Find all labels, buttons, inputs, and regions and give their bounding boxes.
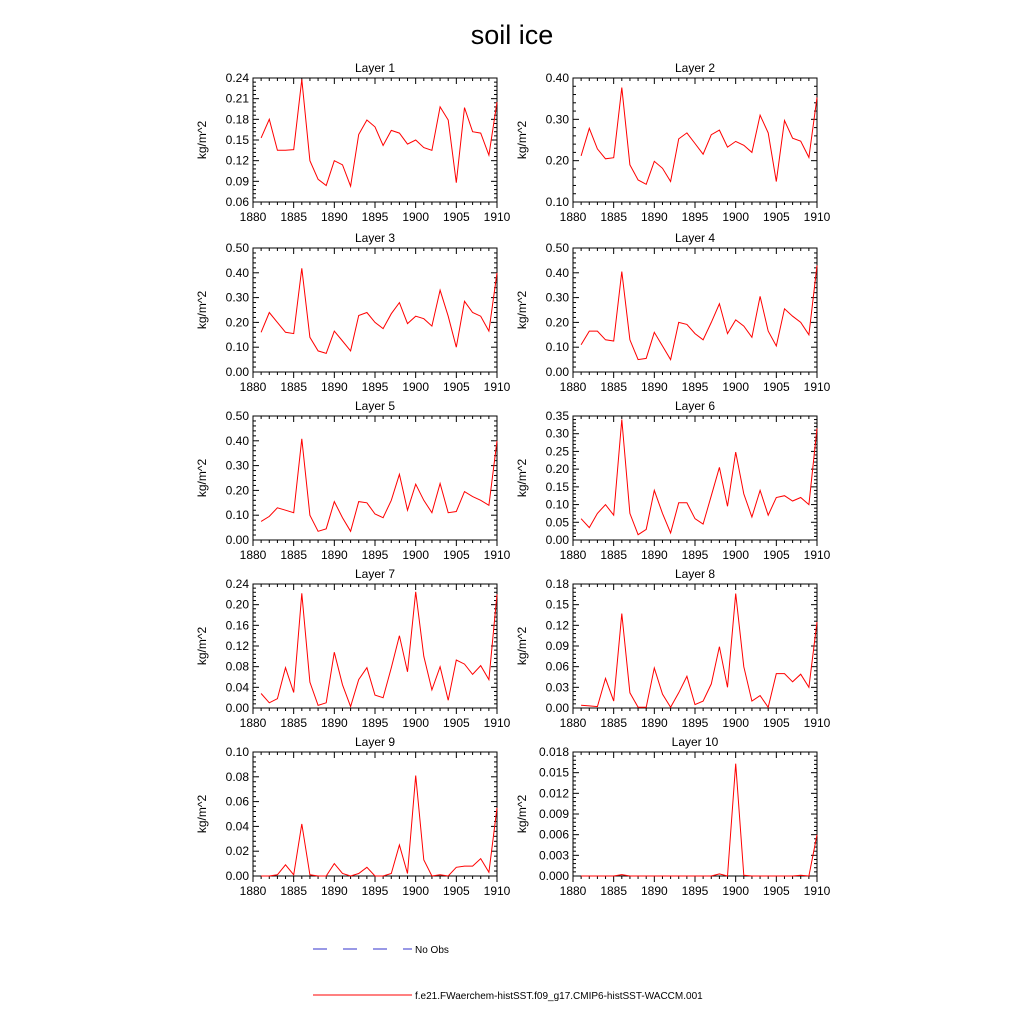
y-tick-label: 0.003 bbox=[538, 848, 569, 863]
y-tick-label: 0.10 bbox=[545, 340, 569, 355]
x-tick-label: 1885 bbox=[280, 716, 308, 730]
x-tick-label: 1890 bbox=[320, 884, 348, 898]
x-tick-label: 1885 bbox=[600, 210, 628, 224]
y-tick-label: 0.50 bbox=[545, 241, 569, 255]
series-line bbox=[261, 592, 497, 707]
x-tick-label: 1890 bbox=[320, 548, 348, 562]
y-tick-label: 0.30 bbox=[225, 458, 249, 473]
x-tick-label: 1880 bbox=[239, 380, 267, 394]
y-tick-label: 0.40 bbox=[545, 71, 569, 85]
x-tick-label: 1905 bbox=[762, 210, 790, 224]
x-tick-label: 1910 bbox=[483, 884, 511, 898]
y-tick-label: 0.10 bbox=[225, 340, 249, 355]
y-tick-label: 0.05 bbox=[545, 515, 569, 530]
x-tick-label: 1895 bbox=[681, 210, 709, 224]
panel-layer-4 bbox=[515, 231, 831, 394]
y-axis-label: kg/m^2 bbox=[515, 458, 529, 498]
x-tick-label: 1910 bbox=[803, 548, 831, 562]
x-tick-label: 1890 bbox=[320, 380, 348, 394]
series-line bbox=[581, 265, 817, 359]
y-tick-label: 0.02 bbox=[225, 844, 249, 859]
y-tick-label: 0.04 bbox=[225, 680, 249, 695]
y-axis-label: kg/m^2 bbox=[515, 120, 529, 160]
x-tick-label: 1890 bbox=[640, 548, 668, 562]
plot-frame bbox=[253, 78, 497, 202]
y-axis-label: kg/m^2 bbox=[195, 794, 209, 834]
y-axis-label: kg/m^2 bbox=[195, 290, 209, 330]
plot-frame bbox=[253, 248, 497, 372]
x-tick-label: 1885 bbox=[280, 548, 308, 562]
panel-layer-8 bbox=[515, 567, 831, 730]
panel-layer-7 bbox=[195, 567, 511, 730]
x-tick-label: 1900 bbox=[402, 716, 430, 730]
plot-frame bbox=[253, 416, 497, 540]
y-tick-label: 0.15 bbox=[545, 597, 569, 612]
x-tick-label: 1880 bbox=[559, 716, 587, 730]
x-tick-label: 1910 bbox=[483, 716, 511, 730]
x-tick-label: 1900 bbox=[402, 210, 430, 224]
y-tick-label: 0.20 bbox=[545, 153, 569, 168]
y-axis-label: kg/m^2 bbox=[515, 626, 529, 666]
panel-title: Layer 3 bbox=[354, 231, 396, 245]
series-line bbox=[581, 420, 817, 535]
y-tick-label: 0.25 bbox=[545, 444, 569, 459]
x-tick-label: 1880 bbox=[239, 716, 267, 730]
legend-label-no-obs: No Obs bbox=[415, 945, 449, 956]
x-tick-label: 1880 bbox=[559, 548, 587, 562]
x-tick-label: 1895 bbox=[361, 380, 389, 394]
y-tick-label: 0.03 bbox=[545, 680, 569, 695]
panel-title: Layer 5 bbox=[354, 399, 396, 413]
figure-title: soil ice bbox=[470, 20, 554, 50]
x-tick-label: 1880 bbox=[239, 210, 267, 224]
y-tick-label: 0.40 bbox=[225, 265, 249, 280]
x-tick-label: 1905 bbox=[762, 884, 790, 898]
x-tick-label: 1910 bbox=[483, 380, 511, 394]
y-tick-label: 0.24 bbox=[225, 71, 249, 85]
x-tick-label: 1890 bbox=[640, 884, 668, 898]
panel-title: Layer 1 bbox=[354, 61, 396, 75]
x-tick-label: 1890 bbox=[320, 716, 348, 730]
legend bbox=[313, 945, 703, 1002]
series-line bbox=[261, 268, 497, 353]
x-tick-label: 1895 bbox=[681, 884, 709, 898]
x-tick-label: 1900 bbox=[402, 380, 430, 394]
y-tick-label: 0.30 bbox=[545, 426, 569, 441]
y-tick-label: 0.16 bbox=[225, 618, 249, 633]
x-tick-label: 1895 bbox=[681, 716, 709, 730]
plot-frame bbox=[253, 752, 497, 876]
y-tick-label: 0.20 bbox=[225, 483, 249, 498]
y-tick-label: 0.20 bbox=[225, 597, 249, 612]
y-tick-label: 0.12 bbox=[225, 639, 249, 653]
series-line bbox=[581, 764, 817, 876]
y-tick-label: 0.09 bbox=[545, 639, 569, 653]
panel-layer-10 bbox=[515, 735, 831, 898]
y-tick-label: 0.08 bbox=[225, 769, 249, 784]
y-tick-label: 0.012 bbox=[538, 786, 569, 801]
x-tick-label: 1890 bbox=[320, 210, 348, 224]
panel-title: Layer 8 bbox=[674, 567, 716, 581]
x-tick-label: 1895 bbox=[361, 884, 389, 898]
plot-frame bbox=[573, 752, 817, 876]
series-line bbox=[261, 79, 497, 186]
x-tick-label: 1885 bbox=[280, 884, 308, 898]
x-tick-label: 1910 bbox=[803, 716, 831, 730]
y-tick-label: 0.50 bbox=[225, 409, 249, 423]
x-tick-label: 1895 bbox=[361, 716, 389, 730]
y-tick-label: 0.00 bbox=[545, 533, 569, 547]
x-tick-label: 1905 bbox=[442, 548, 470, 562]
y-axis-label: kg/m^2 bbox=[515, 794, 529, 834]
legend-label-model: f.e21.FWaerchem-histSST.f09_g17.CMIP6-histSST-WACCM.001 bbox=[415, 991, 703, 1002]
y-tick-label: 0.40 bbox=[225, 433, 249, 448]
y-tick-label: 0.018 bbox=[538, 745, 569, 759]
x-tick-label: 1905 bbox=[762, 380, 790, 394]
x-tick-label: 1890 bbox=[640, 210, 668, 224]
x-tick-label: 1885 bbox=[600, 884, 628, 898]
y-tick-label: 0.12 bbox=[545, 618, 569, 633]
x-tick-label: 1890 bbox=[640, 380, 668, 394]
x-tick-label: 1900 bbox=[722, 548, 750, 562]
x-tick-label: 1885 bbox=[280, 380, 308, 394]
y-axis-label: kg/m^2 bbox=[195, 458, 209, 498]
x-tick-label: 1895 bbox=[681, 380, 709, 394]
panel-title: Layer 7 bbox=[354, 567, 396, 581]
x-tick-label: 1905 bbox=[442, 210, 470, 224]
x-tick-label: 1890 bbox=[640, 716, 668, 730]
panel-title: Layer 4 bbox=[674, 231, 716, 245]
panel-layer-3 bbox=[195, 231, 511, 394]
series-line bbox=[261, 439, 497, 532]
x-tick-label: 1900 bbox=[402, 884, 430, 898]
x-tick-label: 1900 bbox=[722, 716, 750, 730]
y-tick-label: 0.10 bbox=[225, 508, 249, 523]
y-axis-label: kg/m^2 bbox=[515, 290, 529, 330]
y-tick-label: 0.10 bbox=[545, 497, 569, 512]
y-tick-label: 0.18 bbox=[225, 112, 249, 127]
x-tick-label: 1885 bbox=[600, 716, 628, 730]
series-line bbox=[261, 776, 497, 876]
x-tick-label: 1880 bbox=[559, 380, 587, 394]
y-tick-label: 0.20 bbox=[545, 462, 569, 477]
panel-layer-2 bbox=[515, 61, 831, 224]
y-tick-label: 0.35 bbox=[545, 409, 569, 423]
x-tick-label: 1895 bbox=[681, 548, 709, 562]
panel-layer-5 bbox=[195, 399, 511, 562]
x-tick-label: 1905 bbox=[762, 548, 790, 562]
y-tick-label: 0.21 bbox=[225, 91, 249, 106]
x-tick-label: 1905 bbox=[442, 380, 470, 394]
x-tick-label: 1885 bbox=[600, 548, 628, 562]
x-tick-label: 1900 bbox=[722, 210, 750, 224]
x-tick-label: 1900 bbox=[722, 380, 750, 394]
x-tick-label: 1910 bbox=[483, 210, 511, 224]
y-tick-label: 0.30 bbox=[225, 290, 249, 305]
y-tick-label: 0.00 bbox=[545, 365, 569, 379]
x-tick-label: 1895 bbox=[361, 548, 389, 562]
y-tick-label: 0.15 bbox=[225, 133, 249, 147]
plot-frame bbox=[253, 584, 497, 708]
y-axis-label: kg/m^2 bbox=[195, 120, 209, 160]
y-tick-label: 0.00 bbox=[545, 701, 569, 715]
x-tick-label: 1910 bbox=[803, 884, 831, 898]
y-tick-label: 0.40 bbox=[545, 265, 569, 280]
x-tick-label: 1905 bbox=[442, 884, 470, 898]
y-tick-label: 0.15 bbox=[545, 479, 569, 494]
y-tick-label: 0.00 bbox=[225, 869, 249, 883]
y-tick-label: 0.09 bbox=[225, 174, 249, 189]
series-line bbox=[581, 88, 817, 185]
y-tick-label: 0.015 bbox=[538, 765, 569, 780]
plot-frame bbox=[573, 78, 817, 202]
x-tick-label: 1880 bbox=[239, 884, 267, 898]
x-tick-label: 1905 bbox=[762, 716, 790, 730]
x-tick-label: 1880 bbox=[239, 548, 267, 562]
series-line bbox=[581, 594, 817, 708]
panels bbox=[195, 61, 831, 898]
x-tick-label: 1910 bbox=[803, 210, 831, 224]
y-tick-label: 0.000 bbox=[538, 869, 569, 883]
x-tick-label: 1900 bbox=[722, 884, 750, 898]
x-tick-label: 1910 bbox=[483, 548, 511, 562]
panel-title: Layer 2 bbox=[674, 61, 716, 75]
y-tick-label: 0.00 bbox=[225, 365, 249, 379]
x-tick-label: 1885 bbox=[280, 210, 308, 224]
panel-layer-6 bbox=[515, 399, 831, 562]
plot-frame bbox=[573, 416, 817, 540]
panel-layer-9 bbox=[195, 735, 511, 898]
y-tick-label: 0.06 bbox=[225, 794, 249, 809]
x-tick-label: 1880 bbox=[559, 884, 587, 898]
y-tick-label: 0.006 bbox=[538, 827, 569, 842]
x-tick-label: 1910 bbox=[803, 380, 831, 394]
y-tick-label: 0.00 bbox=[225, 533, 249, 547]
y-tick-label: 0.06 bbox=[225, 195, 249, 209]
panel-layer-1 bbox=[195, 61, 511, 224]
y-tick-label: 0.10 bbox=[545, 195, 569, 209]
y-tick-label: 0.24 bbox=[225, 577, 249, 591]
y-tick-label: 0.30 bbox=[545, 290, 569, 305]
x-tick-label: 1880 bbox=[559, 210, 587, 224]
y-tick-label: 0.50 bbox=[225, 241, 249, 255]
y-tick-label: 0.06 bbox=[545, 659, 569, 674]
y-axis-label: kg/m^2 bbox=[195, 626, 209, 666]
x-tick-label: 1885 bbox=[600, 380, 628, 394]
y-tick-label: 0.00 bbox=[225, 701, 249, 715]
x-tick-label: 1900 bbox=[402, 548, 430, 562]
panel-title: Layer 9 bbox=[354, 735, 396, 749]
y-tick-label: 0.20 bbox=[545, 315, 569, 330]
y-tick-label: 0.10 bbox=[225, 745, 249, 759]
plot-frame bbox=[573, 248, 817, 372]
panel-title: Layer 6 bbox=[674, 399, 716, 413]
y-tick-label: 0.18 bbox=[545, 577, 569, 591]
y-tick-label: 0.20 bbox=[225, 315, 249, 330]
y-tick-label: 0.12 bbox=[225, 153, 249, 168]
y-tick-label: 0.04 bbox=[225, 819, 249, 834]
y-tick-label: 0.009 bbox=[538, 807, 569, 821]
y-tick-label: 0.30 bbox=[545, 112, 569, 127]
x-tick-label: 1905 bbox=[442, 716, 470, 730]
y-tick-label: 0.08 bbox=[225, 659, 249, 674]
x-tick-label: 1895 bbox=[361, 210, 389, 224]
panel-title: Layer 10 bbox=[671, 735, 719, 749]
